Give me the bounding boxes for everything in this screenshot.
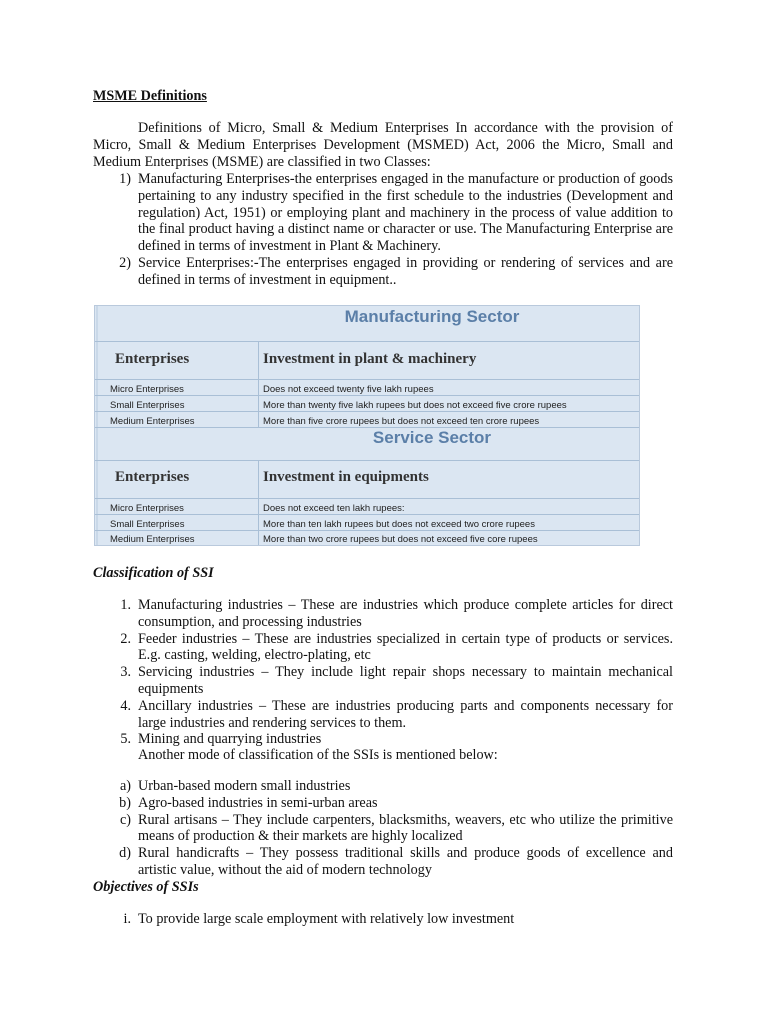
table-row xyxy=(95,412,639,428)
objectives-heading: Objectives of SSIs xyxy=(93,879,199,895)
list-item-text: Service Enterprises:-The enterprises engaged in providing or rendering of services and are defined in terms of investment in equipment.. xyxy=(138,254,673,288)
list-marker: 1) xyxy=(119,171,131,187)
investment-column-header: Investment in equipments xyxy=(263,469,429,485)
list-item xyxy=(93,664,673,698)
column-divider xyxy=(258,396,259,411)
service-sector-title: Service Sector xyxy=(372,428,492,447)
table-header-row xyxy=(95,342,639,380)
another-mode-text: Another mode of classification of the SSIs is mentioned below: xyxy=(138,747,498,763)
list-item xyxy=(93,255,673,289)
table-row xyxy=(95,515,639,531)
enterprise-type: Medium Enterprises xyxy=(110,416,195,427)
list-item-text: To provide large scale employment with relatively low investment xyxy=(138,911,515,927)
list-item xyxy=(93,698,673,732)
list-marker: 3. xyxy=(120,664,131,681)
investment-limit: More than ten lakh rupees but does not exceed two crore rupees xyxy=(263,519,535,530)
table-row xyxy=(95,380,639,396)
column-divider xyxy=(258,499,259,514)
list-marker: 5. xyxy=(120,731,131,748)
table-header-row xyxy=(95,461,639,499)
column-divider xyxy=(258,380,259,395)
intro-paragraph: Definitions of Micro, Small & Medium Enterprises In accordance with the provision of Micro, Small & Medium Enterprises Development (MSMED) Act, 2006 the Micro, Small and Medium Enterprises (MSME) are classified in two Classes: xyxy=(93,120,673,170)
enterprise-classes-list xyxy=(93,171,673,289)
msme-heading: MSME Definitions xyxy=(93,88,207,104)
list-marker: a) xyxy=(119,778,131,794)
list-item xyxy=(93,778,673,795)
enterprise-type: Small Enterprises xyxy=(110,400,185,411)
table-title-row xyxy=(95,428,639,461)
list-marker: 2) xyxy=(119,254,131,271)
modes-list xyxy=(93,778,673,879)
list-item-text: Agro-based industries in semi-urban areas xyxy=(138,794,378,811)
list-item-text: Manufacturing industries – These are industries which produce complete articles for direct consumption, and processing industries xyxy=(138,597,673,630)
list-item xyxy=(93,731,673,748)
list-item xyxy=(93,795,673,812)
list-item-text: Manufacturing Enterprises-the enterprises engaged in the manufacture or production of goods pertaining to any industry specified in the first schedule to the industries (Development and regulation) Act, 1951) or employing plant and machinery in the process of value addition to the final product having a distinct name or character or use. The Manufacturing Enterprise are defined in terms of investment in Plant & Machinery. xyxy=(138,171,673,255)
investment-limit: Does not exceed twenty five lakh rupees xyxy=(263,384,434,395)
list-item-text: Feeder industries – These are industries specialized in certain type of products or services. E.g. casting, welding, electro-plating, etc xyxy=(138,630,673,664)
list-item-text: Urban-based modern small industries xyxy=(138,778,351,794)
list-item xyxy=(93,812,673,846)
list-item-text: Servicing industries – They include light repair shops necessary to maintain mechanical equipments xyxy=(138,664,673,697)
list-marker: c) xyxy=(119,811,131,828)
enterprise-type: Micro Enterprises xyxy=(110,503,184,514)
table-row xyxy=(95,499,639,515)
enterprise-type: Small Enterprises xyxy=(110,519,185,530)
investment-column-header: Investment in plant & machinery xyxy=(263,351,477,367)
objectives-list xyxy=(93,911,673,928)
list-marker: 4. xyxy=(120,697,131,714)
list-marker: 2. xyxy=(120,630,131,647)
investment-limit: More than twenty five lakh rupees but does not exceed five crore rupees xyxy=(263,400,567,411)
list-marker: i. xyxy=(123,911,131,927)
investment-limit: More than five crore rupees but does not exceed ten crore rupees xyxy=(263,416,540,427)
investment-limit: More than two crore rupees but does not exceed five core rupees xyxy=(263,534,538,545)
column-divider xyxy=(258,515,259,530)
manufacturing-sector-title: Manufacturing Sector xyxy=(344,307,520,326)
msme-investment-table xyxy=(94,305,640,546)
column-divider xyxy=(258,412,259,427)
classification-heading: Classification of SSI xyxy=(93,565,214,581)
list-item xyxy=(93,845,673,879)
table-title-row xyxy=(95,306,639,342)
list-item xyxy=(93,171,673,255)
list-item xyxy=(93,597,673,631)
column-divider xyxy=(258,342,259,379)
list-marker: d) xyxy=(119,845,131,862)
table-row xyxy=(95,396,639,412)
list-item-text: Rural handicrafts – They possess traditional skills and produce goods of excellence and artistic value, without the aid of modern technology xyxy=(138,845,673,878)
enterprises-column-header: Enterprises xyxy=(115,351,190,367)
classification-list xyxy=(93,597,673,748)
investment-limit: Does not exceed ten lakh rupees: xyxy=(263,503,405,514)
list-item-text: Rural artisans – They include carpenters, blacksmiths, weavers, etc who utilize the primitive means of production & their markets are highly localized xyxy=(138,811,673,845)
enterprise-type: Medium Enterprises xyxy=(110,534,195,545)
column-divider xyxy=(258,461,259,498)
column-divider xyxy=(258,531,259,545)
list-item-text: Ancillary industries – These are industries producing parts and components necessary for large industries and rendering services to them. xyxy=(138,697,673,731)
list-item xyxy=(93,631,673,665)
list-item xyxy=(93,911,673,928)
list-marker: 1. xyxy=(120,597,131,613)
enterprise-type: Micro Enterprises xyxy=(110,384,184,395)
table-row xyxy=(95,531,639,545)
list-item-text: Mining and quarrying industries xyxy=(138,731,322,748)
list-marker: b) xyxy=(119,794,131,811)
enterprises-column-header: Enterprises xyxy=(115,469,190,485)
